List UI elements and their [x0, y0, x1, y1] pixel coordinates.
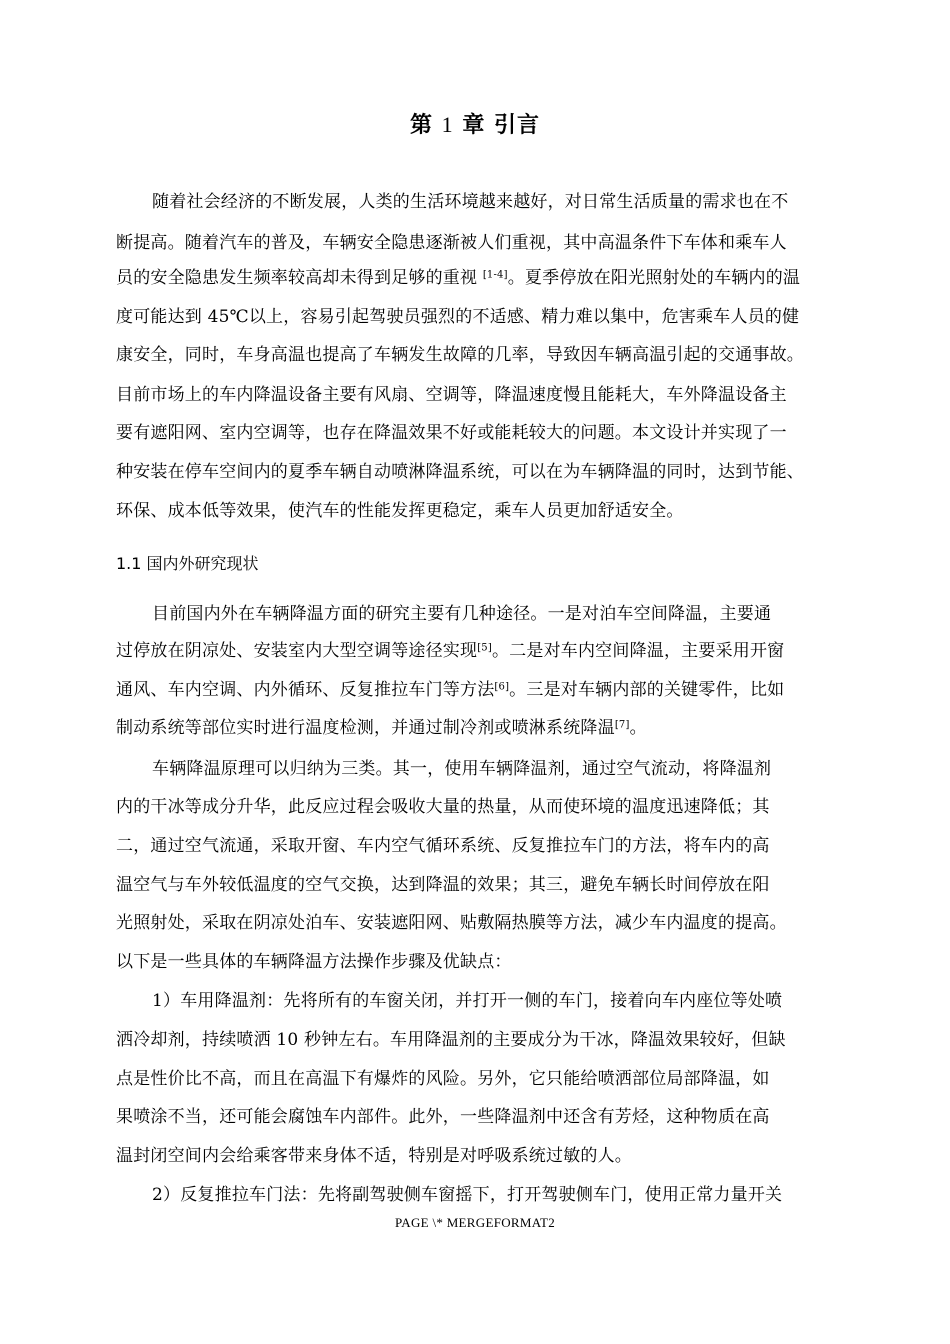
para2-line-2-b: 。二是对车内空间降温，主要采用开窗 [491, 641, 785, 661]
para4-line-4: 果喷涂不当，还可能会腐蚀车内部件。此外，一些降温剂中还含有芳烃，这种物质在高 [116, 1107, 770, 1127]
para5-line-1: 2）反复推拉车门法：先将副驾驶侧车窗摇下，打开驾驶侧车门，使用正常力量开关 [152, 1185, 783, 1205]
para2-line-4-b: 。 [629, 718, 647, 738]
para3-line-6: 以下是一些具体的车辆降温方法操作步骤及优缺点： [116, 952, 512, 972]
intro-line-9: 环保、成本低等效果，使汽车的性能发挥更稳定，乘车人员更加舒适安全。 [116, 501, 684, 521]
page-footer-field: PAGE \* MERGEFORMAT2 [394, 1215, 556, 1230]
citation-ref: [5] [477, 642, 492, 654]
para4-line-2: 洒冷却剂，持续喷洒 10 秒钟左右。车用降温剂的主要成分为干冰，降温效果较好，但缺 [116, 1030, 786, 1050]
para2-line-2 [116, 641, 784, 661]
para4-line-3: 点是性价比不高，而且在高温下有爆炸的风险。另外，它只能给喷洒部位局部降温，如 [116, 1069, 770, 1089]
para3-line-2: 内的干冰等成分升华，此反应过程会吸收大量的热量，从而使环境的温度迅速降低；其 [116, 797, 770, 817]
intro-line-3-tail: 。夏季停放在阳光照射处的车辆内的温 [507, 268, 801, 288]
para2-line-4-a: 制动系统等部位实时进行温度检测，并通过制冷剂或喷淋系统降温 [116, 718, 615, 738]
citation-ref: [6] [494, 681, 510, 693]
para3-line-5: 光照射处，采取在阴凉处泊车、安装遮阳网、贴敷隔热膜等方法，减少车内温度的提高。 [116, 913, 787, 933]
para3-line-1: 车辆降温原理可以归纳为三类。其一，使用车辆降温剂，通过空气流动，将降温剂 [152, 759, 772, 779]
intro-line-2: 断提高。随着汽车的普及，车辆安全隐患逐渐被人们重视，其中高温条件下车体和乘车人 [116, 233, 787, 253]
chapter-label-suffix: 章 引言 [462, 113, 541, 138]
intro-line-4: 度可能达到 45℃以上，容易引起驾驶员强烈的不适感、精力难以集中，危害乘车人员的健 [116, 307, 800, 327]
para2-line-4 [116, 718, 647, 738]
intro-line-8: 种安装在停车空间内的夏季车辆自动喷淋降温系统，可以在为车辆降温的同时，达到节能、 [116, 462, 804, 482]
intro-line-1: 随着社会经济的不断发展，人类的生活环境越来越好，对日常生活质量的需求也在不 [152, 192, 789, 212]
chapter-label-prefix: 第 [409, 113, 433, 138]
intro-line-7: 要有遮阳网、室内空调等，也存在降温效果不好或能耗较大的问题。本文设计并实现了一 [116, 423, 787, 443]
section-heading-1-1: 1.1 国内外研究现状 [116, 554, 259, 573]
para3-line-3: 二，通过空气流通，采取开窗、车内空气循环系统、反复推拉车门的方法，将车内的高 [116, 836, 770, 856]
chapter-number: 1 [441, 112, 454, 137]
citation-ref: [1-4] [482, 269, 508, 281]
chapter-title [0, 108, 950, 139]
citation-ref: [7] [614, 719, 630, 731]
intro-line-6: 目前市场上的车内降温设备主要有风扇、空调等，降温速度慢且能耗大，车外降温设备主 [116, 385, 787, 405]
para2-line-1: 目前国内外在车辆降温方面的研究主要有几种途径。一是对泊车空间降温，主要通 [152, 604, 772, 624]
intro-line-3-text: 员的安全隐患发生频率较高却未得到足够的重视 [116, 268, 483, 288]
para4-line-1: 1）车用降温剂：先将所有的车窗关闭，并打开一侧的车门，接着向车内座位等处喷 [152, 991, 783, 1011]
para2-line-3-b: 。三是对车辆内部的关键零件，比如 [509, 680, 785, 700]
intro-line-5: 康安全，同时，车身高温也提高了车辆发生故障的几率，导致因车辆高温引起的交通事故。 [116, 345, 804, 365]
para2-line-3-a: 通风、车内空调、内外循环、反复推拉车门等方法 [116, 680, 495, 700]
para2-line-3 [116, 680, 784, 700]
intro-line-3 [116, 268, 800, 288]
para4-line-5: 温封闭空间内会给乘客带来身体不适，特别是对呼吸系统过敏的人。 [116, 1146, 632, 1166]
para3-line-4: 温空气与车外较低温度的空气交换，达到降温的效果；其三，避免车辆长时间停放在阳 [116, 875, 770, 895]
para2-line-2-a: 过停放在阴凉处、安装室内大型空调等途径实现 [116, 641, 478, 661]
